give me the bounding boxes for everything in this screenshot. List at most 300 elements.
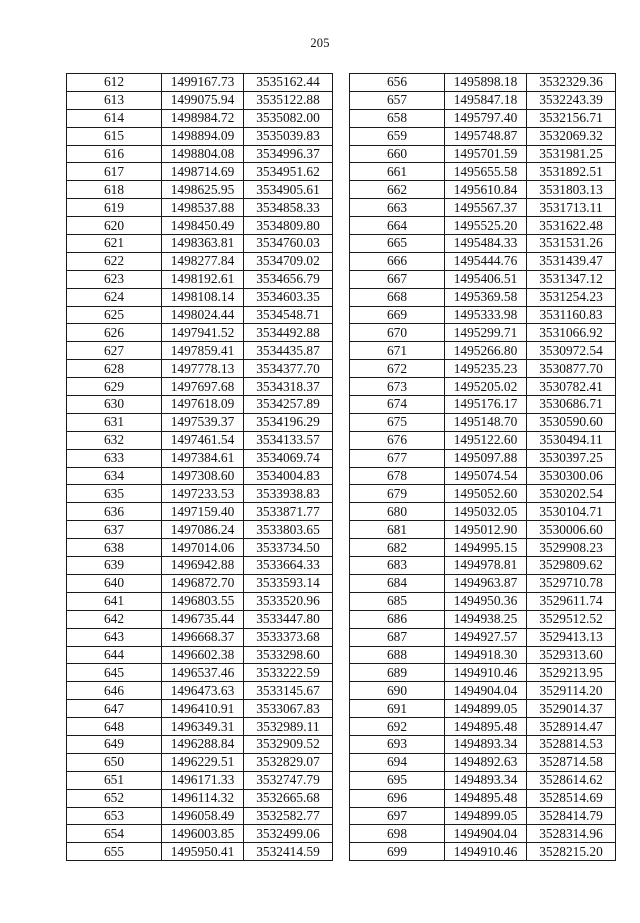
x-coordinate-cell: 1496114.32 xyxy=(162,789,244,807)
y-coordinate-cell: 3529512.52 xyxy=(527,610,616,628)
point-number-cell: 645 xyxy=(67,664,162,682)
y-coordinate-cell: 3531713.11 xyxy=(527,199,616,217)
y-coordinate-cell: 3534760.03 xyxy=(244,235,333,253)
table-row xyxy=(350,199,616,217)
y-coordinate-cell: 3532909.52 xyxy=(244,735,333,753)
y-coordinate-cell: 3534548.71 xyxy=(244,306,333,324)
point-number-cell: 627 xyxy=(67,342,162,360)
y-coordinate-cell: 3531439.47 xyxy=(527,252,616,270)
x-coordinate-cell: 1496602.38 xyxy=(162,646,244,664)
table-row xyxy=(67,378,333,396)
table-row xyxy=(67,503,333,521)
y-coordinate-cell: 3533067.83 xyxy=(244,700,333,718)
point-number-cell: 644 xyxy=(67,646,162,664)
table-row xyxy=(67,735,333,753)
point-number-cell: 676 xyxy=(350,431,445,449)
y-coordinate-cell: 3533734.50 xyxy=(244,539,333,557)
table-row xyxy=(67,557,333,575)
y-coordinate-cell: 3532747.79 xyxy=(244,771,333,789)
y-coordinate-cell: 3530877.70 xyxy=(527,360,616,378)
x-coordinate-cell: 1494893.34 xyxy=(445,771,527,789)
x-coordinate-cell: 1497086.24 xyxy=(162,521,244,539)
x-coordinate-cell: 1498537.88 xyxy=(162,199,244,217)
point-number-cell: 646 xyxy=(67,682,162,700)
point-number-cell: 628 xyxy=(67,360,162,378)
point-number-cell: 614 xyxy=(67,109,162,127)
y-coordinate-cell: 3534603.35 xyxy=(244,288,333,306)
point-number-cell: 640 xyxy=(67,574,162,592)
table-row xyxy=(67,664,333,682)
point-number-cell: 653 xyxy=(67,807,162,825)
x-coordinate-cell: 1494950.36 xyxy=(445,592,527,610)
y-coordinate-cell: 3534133.57 xyxy=(244,431,333,449)
table-row xyxy=(67,825,333,843)
x-coordinate-cell: 1498108.14 xyxy=(162,288,244,306)
y-coordinate-cell: 3532069.32 xyxy=(527,127,616,145)
point-number-cell: 647 xyxy=(67,700,162,718)
table-row xyxy=(350,342,616,360)
table-row xyxy=(67,360,333,378)
table-row xyxy=(350,235,616,253)
table-row xyxy=(350,324,616,342)
x-coordinate-cell: 1496735.44 xyxy=(162,610,244,628)
table-row xyxy=(67,682,333,700)
point-number-cell: 667 xyxy=(350,270,445,288)
point-number-cell: 666 xyxy=(350,252,445,270)
x-coordinate-cell: 1498450.49 xyxy=(162,217,244,235)
table-row xyxy=(350,378,616,396)
point-number-cell: 694 xyxy=(350,753,445,771)
table-row xyxy=(350,467,616,485)
y-coordinate-cell: 3531803.13 xyxy=(527,181,616,199)
y-coordinate-cell: 3530782.41 xyxy=(527,378,616,396)
point-number-cell: 637 xyxy=(67,521,162,539)
x-coordinate-cell: 1494978.81 xyxy=(445,557,527,575)
point-number-cell: 684 xyxy=(350,574,445,592)
point-number-cell: 671 xyxy=(350,342,445,360)
x-coordinate-cell: 1497697.68 xyxy=(162,378,244,396)
table-row xyxy=(67,449,333,467)
x-coordinate-cell: 1496803.55 xyxy=(162,592,244,610)
x-coordinate-cell: 1494910.46 xyxy=(445,664,527,682)
table-row xyxy=(350,431,616,449)
table-row xyxy=(67,718,333,736)
y-coordinate-cell: 3531347.12 xyxy=(527,270,616,288)
point-number-cell: 681 xyxy=(350,521,445,539)
y-coordinate-cell: 3533938.83 xyxy=(244,485,333,503)
table-row xyxy=(67,342,333,360)
table-row xyxy=(350,217,616,235)
x-coordinate-cell: 1495122.60 xyxy=(445,431,527,449)
x-coordinate-cell: 1496537.46 xyxy=(162,664,244,682)
x-coordinate-cell: 1494895.48 xyxy=(445,789,527,807)
y-coordinate-cell: 3533871.77 xyxy=(244,503,333,521)
y-coordinate-cell: 3530972.54 xyxy=(527,342,616,360)
y-coordinate-cell: 3532582.77 xyxy=(244,807,333,825)
point-number-cell: 673 xyxy=(350,378,445,396)
point-number-cell: 669 xyxy=(350,306,445,324)
table-row xyxy=(67,74,333,92)
table-row xyxy=(67,109,333,127)
y-coordinate-cell: 3534492.88 xyxy=(244,324,333,342)
x-coordinate-cell: 1498625.95 xyxy=(162,181,244,199)
point-number-cell: 675 xyxy=(350,413,445,431)
point-number-cell: 668 xyxy=(350,288,445,306)
y-coordinate-cell: 3531622.48 xyxy=(527,217,616,235)
y-coordinate-cell: 3530686.71 xyxy=(527,396,616,414)
x-coordinate-cell: 1494904.04 xyxy=(445,825,527,843)
y-coordinate-cell: 3530590.60 xyxy=(527,413,616,431)
x-coordinate-cell: 1495406.51 xyxy=(445,270,527,288)
point-number-cell: 660 xyxy=(350,145,445,163)
point-number-cell: 638 xyxy=(67,539,162,557)
table-row xyxy=(350,610,616,628)
x-coordinate-cell: 1495701.59 xyxy=(445,145,527,163)
y-coordinate-cell: 3529114.20 xyxy=(527,682,616,700)
x-coordinate-cell: 1498363.81 xyxy=(162,235,244,253)
point-number-cell: 687 xyxy=(350,628,445,646)
y-coordinate-cell: 3532243.39 xyxy=(527,91,616,109)
y-coordinate-cell: 3530202.54 xyxy=(527,485,616,503)
x-coordinate-cell: 1497778.13 xyxy=(162,360,244,378)
point-number-cell: 693 xyxy=(350,735,445,753)
point-number-cell: 650 xyxy=(67,753,162,771)
y-coordinate-cell: 3534656.79 xyxy=(244,270,333,288)
y-coordinate-cell: 3532989.11 xyxy=(244,718,333,736)
point-number-cell: 690 xyxy=(350,682,445,700)
x-coordinate-cell: 1495333.98 xyxy=(445,306,527,324)
y-coordinate-cell: 3533145.67 xyxy=(244,682,333,700)
y-coordinate-cell: 3530397.25 xyxy=(527,449,616,467)
point-number-cell: 699 xyxy=(350,843,445,861)
x-coordinate-cell: 1497539.37 xyxy=(162,413,244,431)
y-coordinate-cell: 3534951.62 xyxy=(244,163,333,181)
table-row xyxy=(350,485,616,503)
table-row xyxy=(350,825,616,843)
x-coordinate-cell: 1494893.34 xyxy=(445,735,527,753)
table-row xyxy=(67,413,333,431)
point-number-cell: 617 xyxy=(67,163,162,181)
point-number-cell: 632 xyxy=(67,431,162,449)
point-number-cell: 656 xyxy=(350,74,445,92)
y-coordinate-cell: 3535162.44 xyxy=(244,74,333,92)
point-number-cell: 655 xyxy=(67,843,162,861)
point-number-cell: 634 xyxy=(67,467,162,485)
y-coordinate-cell: 3533664.33 xyxy=(244,557,333,575)
y-coordinate-cell: 3529014.37 xyxy=(527,700,616,718)
x-coordinate-cell: 1498894.09 xyxy=(162,127,244,145)
y-coordinate-cell: 3529313.60 xyxy=(527,646,616,664)
y-coordinate-cell: 3535122.88 xyxy=(244,91,333,109)
table-row xyxy=(350,789,616,807)
y-coordinate-cell: 3533373.68 xyxy=(244,628,333,646)
x-coordinate-cell: 1495176.17 xyxy=(445,396,527,414)
x-coordinate-cell: 1497159.40 xyxy=(162,503,244,521)
point-number-cell: 695 xyxy=(350,771,445,789)
y-coordinate-cell: 3534377.70 xyxy=(244,360,333,378)
y-coordinate-cell: 3534709.02 xyxy=(244,252,333,270)
x-coordinate-cell: 1496058.49 xyxy=(162,807,244,825)
table-row xyxy=(67,467,333,485)
table-row xyxy=(350,843,616,861)
x-coordinate-cell: 1498714.69 xyxy=(162,163,244,181)
table-row xyxy=(67,217,333,235)
point-number-cell: 658 xyxy=(350,109,445,127)
table-row xyxy=(67,163,333,181)
table-row xyxy=(67,610,333,628)
x-coordinate-cell: 1495748.87 xyxy=(445,127,527,145)
point-number-cell: 630 xyxy=(67,396,162,414)
table-row xyxy=(350,771,616,789)
y-coordinate-cell: 3533803.65 xyxy=(244,521,333,539)
table-row xyxy=(67,807,333,825)
x-coordinate-cell: 1497859.41 xyxy=(162,342,244,360)
table-row xyxy=(67,288,333,306)
table-row xyxy=(67,628,333,646)
x-coordinate-cell: 1497014.06 xyxy=(162,539,244,557)
x-coordinate-cell: 1495266.80 xyxy=(445,342,527,360)
x-coordinate-cell: 1494899.05 xyxy=(445,807,527,825)
y-coordinate-cell: 3532829.07 xyxy=(244,753,333,771)
y-coordinate-cell: 3531892.51 xyxy=(527,163,616,181)
table-row xyxy=(350,574,616,592)
point-number-cell: 622 xyxy=(67,252,162,270)
table-row xyxy=(350,306,616,324)
point-number-cell: 677 xyxy=(350,449,445,467)
table-row xyxy=(350,682,616,700)
point-number-cell: 688 xyxy=(350,646,445,664)
table-row xyxy=(67,145,333,163)
point-number-cell: 697 xyxy=(350,807,445,825)
y-coordinate-cell: 3528215.20 xyxy=(527,843,616,861)
point-number-cell: 616 xyxy=(67,145,162,163)
point-number-cell: 612 xyxy=(67,74,162,92)
point-number-cell: 682 xyxy=(350,539,445,557)
x-coordinate-cell: 1495369.58 xyxy=(445,288,527,306)
x-coordinate-cell: 1494938.25 xyxy=(445,610,527,628)
x-coordinate-cell: 1494899.05 xyxy=(445,700,527,718)
table-row xyxy=(67,431,333,449)
x-coordinate-cell: 1496942.88 xyxy=(162,557,244,575)
x-coordinate-cell: 1495012.90 xyxy=(445,521,527,539)
point-number-cell: 680 xyxy=(350,503,445,521)
x-coordinate-cell: 1494904.04 xyxy=(445,682,527,700)
table-row xyxy=(350,753,616,771)
y-coordinate-cell: 3535039.83 xyxy=(244,127,333,145)
x-coordinate-cell: 1495950.41 xyxy=(162,843,244,861)
table-row xyxy=(67,574,333,592)
y-coordinate-cell: 3528914.47 xyxy=(527,718,616,736)
point-number-cell: 661 xyxy=(350,163,445,181)
point-number-cell: 624 xyxy=(67,288,162,306)
table-row xyxy=(350,181,616,199)
table-row xyxy=(350,718,616,736)
point-number-cell: 674 xyxy=(350,396,445,414)
x-coordinate-cell: 1496229.51 xyxy=(162,753,244,771)
table-row xyxy=(67,181,333,199)
x-coordinate-cell: 1494918.30 xyxy=(445,646,527,664)
table-row xyxy=(350,628,616,646)
point-number-cell: 621 xyxy=(67,235,162,253)
x-coordinate-cell: 1495205.02 xyxy=(445,378,527,396)
y-coordinate-cell: 3528514.69 xyxy=(527,789,616,807)
table-row xyxy=(67,127,333,145)
table-row xyxy=(67,199,333,217)
x-coordinate-cell: 1495052.60 xyxy=(445,485,527,503)
point-number-cell: 633 xyxy=(67,449,162,467)
table-row xyxy=(67,539,333,557)
y-coordinate-cell: 3531531.26 xyxy=(527,235,616,253)
y-coordinate-cell: 3532665.68 xyxy=(244,789,333,807)
point-number-cell: 678 xyxy=(350,467,445,485)
x-coordinate-cell: 1495032.05 xyxy=(445,503,527,521)
x-coordinate-cell: 1495148.70 xyxy=(445,413,527,431)
y-coordinate-cell: 3534905.61 xyxy=(244,181,333,199)
x-coordinate-cell: 1498984.72 xyxy=(162,109,244,127)
point-number-cell: 649 xyxy=(67,735,162,753)
y-coordinate-cell: 3532329.36 xyxy=(527,74,616,92)
table-row xyxy=(67,843,333,861)
point-number-cell: 636 xyxy=(67,503,162,521)
table-row xyxy=(350,735,616,753)
x-coordinate-cell: 1495235.23 xyxy=(445,360,527,378)
y-coordinate-cell: 3530300.06 xyxy=(527,467,616,485)
table-row xyxy=(67,485,333,503)
x-coordinate-cell: 1495567.37 xyxy=(445,199,527,217)
x-coordinate-cell: 1498192.61 xyxy=(162,270,244,288)
y-coordinate-cell: 3534069.74 xyxy=(244,449,333,467)
y-coordinate-cell: 3534318.37 xyxy=(244,378,333,396)
x-coordinate-cell: 1496410.91 xyxy=(162,700,244,718)
point-number-cell: 648 xyxy=(67,718,162,736)
x-coordinate-cell: 1494995.15 xyxy=(445,539,527,557)
y-coordinate-cell: 3529809.62 xyxy=(527,557,616,575)
table-row xyxy=(67,91,333,109)
x-coordinate-cell: 1494895.48 xyxy=(445,718,527,736)
y-coordinate-cell: 3528814.53 xyxy=(527,735,616,753)
y-coordinate-cell: 3530006.60 xyxy=(527,521,616,539)
table-row xyxy=(67,700,333,718)
point-number-cell: 641 xyxy=(67,592,162,610)
y-coordinate-cell: 3534435.87 xyxy=(244,342,333,360)
table-row xyxy=(350,807,616,825)
point-number-cell: 629 xyxy=(67,378,162,396)
point-number-cell: 642 xyxy=(67,610,162,628)
coordinates-table-right-body xyxy=(350,74,616,861)
x-coordinate-cell: 1498024.44 xyxy=(162,306,244,324)
point-number-cell: 685 xyxy=(350,592,445,610)
y-coordinate-cell: 3528414.79 xyxy=(527,807,616,825)
y-coordinate-cell: 3534809.80 xyxy=(244,217,333,235)
point-number-cell: 663 xyxy=(350,199,445,217)
table-row xyxy=(67,771,333,789)
table-row xyxy=(67,646,333,664)
y-coordinate-cell: 3529710.78 xyxy=(527,574,616,592)
y-coordinate-cell: 3531254.23 xyxy=(527,288,616,306)
x-coordinate-cell: 1499075.94 xyxy=(162,91,244,109)
y-coordinate-cell: 3535082.00 xyxy=(244,109,333,127)
point-number-cell: 662 xyxy=(350,181,445,199)
point-number-cell: 613 xyxy=(67,91,162,109)
point-number-cell: 691 xyxy=(350,700,445,718)
y-coordinate-cell: 3533447.80 xyxy=(244,610,333,628)
point-number-cell: 659 xyxy=(350,127,445,145)
table-row xyxy=(350,127,616,145)
coordinates-table-left xyxy=(66,73,333,861)
x-coordinate-cell: 1497461.54 xyxy=(162,431,244,449)
y-coordinate-cell: 3531066.92 xyxy=(527,324,616,342)
table-row xyxy=(350,664,616,682)
y-coordinate-cell: 3532414.59 xyxy=(244,843,333,861)
table-row xyxy=(350,109,616,127)
x-coordinate-cell: 1495610.84 xyxy=(445,181,527,199)
coordinates-table-right xyxy=(349,73,616,861)
x-coordinate-cell: 1496349.31 xyxy=(162,718,244,736)
x-coordinate-cell: 1498277.84 xyxy=(162,252,244,270)
table-row xyxy=(67,324,333,342)
table-row xyxy=(350,700,616,718)
point-number-cell: 623 xyxy=(67,270,162,288)
x-coordinate-cell: 1499167.73 xyxy=(162,74,244,92)
table-row xyxy=(350,360,616,378)
table-row xyxy=(67,252,333,270)
table-row xyxy=(350,503,616,521)
coordinates-table-left-body xyxy=(67,74,333,861)
table-row xyxy=(67,789,333,807)
x-coordinate-cell: 1497308.60 xyxy=(162,467,244,485)
y-coordinate-cell: 3529908.23 xyxy=(527,539,616,557)
point-number-cell: 652 xyxy=(67,789,162,807)
y-coordinate-cell: 3533520.96 xyxy=(244,592,333,610)
point-number-cell: 651 xyxy=(67,771,162,789)
y-coordinate-cell: 3532499.06 xyxy=(244,825,333,843)
table-row xyxy=(350,163,616,181)
table-row xyxy=(350,288,616,306)
table-row xyxy=(350,646,616,664)
y-coordinate-cell: 3534257.89 xyxy=(244,396,333,414)
y-coordinate-cell: 3528614.62 xyxy=(527,771,616,789)
y-coordinate-cell: 3529611.74 xyxy=(527,592,616,610)
table-row xyxy=(67,521,333,539)
table-row xyxy=(350,252,616,270)
table-row xyxy=(67,306,333,324)
x-coordinate-cell: 1497618.09 xyxy=(162,396,244,414)
point-number-cell: 665 xyxy=(350,235,445,253)
y-coordinate-cell: 3531981.25 xyxy=(527,145,616,163)
point-number-cell: 626 xyxy=(67,324,162,342)
x-coordinate-cell: 1495299.71 xyxy=(445,324,527,342)
x-coordinate-cell: 1495525.20 xyxy=(445,217,527,235)
table-row xyxy=(350,145,616,163)
point-number-cell: 625 xyxy=(67,306,162,324)
table-row xyxy=(350,592,616,610)
point-number-cell: 686 xyxy=(350,610,445,628)
x-coordinate-cell: 1496171.33 xyxy=(162,771,244,789)
point-number-cell: 635 xyxy=(67,485,162,503)
y-coordinate-cell: 3529413.13 xyxy=(527,628,616,646)
table-row xyxy=(350,557,616,575)
table-row xyxy=(350,270,616,288)
x-coordinate-cell: 1496473.63 xyxy=(162,682,244,700)
x-coordinate-cell: 1496288.84 xyxy=(162,735,244,753)
point-number-cell: 619 xyxy=(67,199,162,217)
table-row xyxy=(350,91,616,109)
y-coordinate-cell: 3529213.95 xyxy=(527,664,616,682)
point-number-cell: 618 xyxy=(67,181,162,199)
point-number-cell: 620 xyxy=(67,217,162,235)
table-row xyxy=(350,396,616,414)
y-coordinate-cell: 3533298.60 xyxy=(244,646,333,664)
